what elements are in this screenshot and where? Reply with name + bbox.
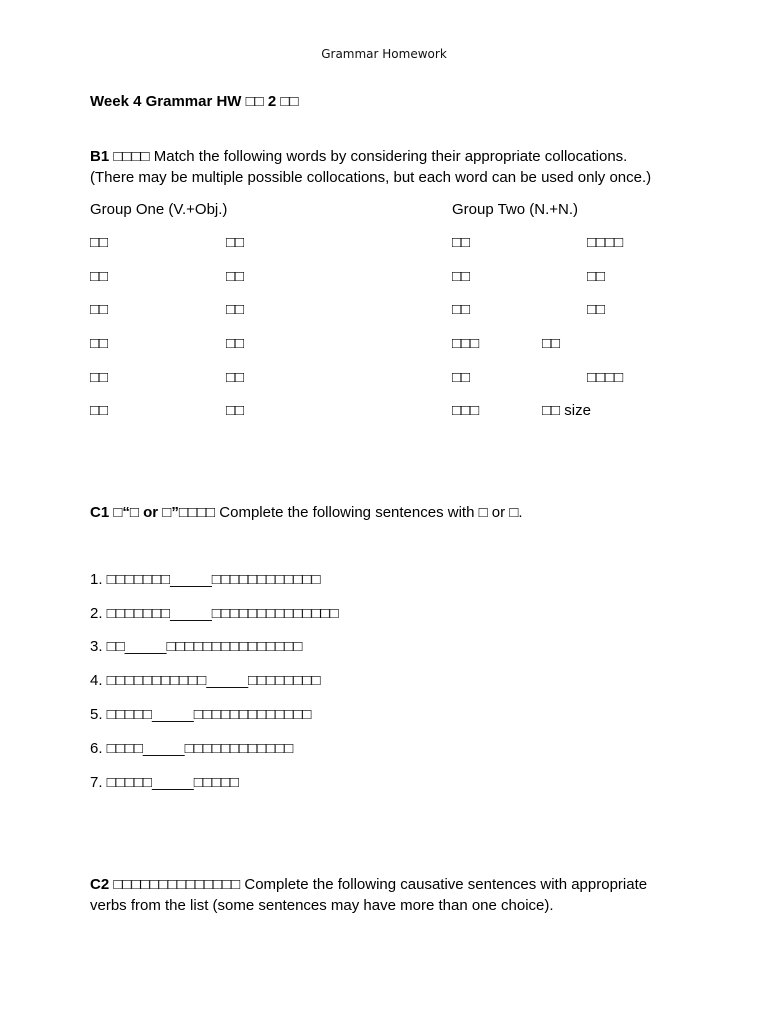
c1-sentence: 1. □□□□□□□_____□□□□□□□□□□□□: [90, 571, 321, 588]
group-two-word: □□: [452, 268, 471, 285]
c1-sentence: 6. □□□□_____□□□□□□□□□□□□: [90, 740, 294, 757]
c2-instruction-line1: Complete the following causative sentences with appropriate: [240, 876, 648, 893]
c1-sentence: 4. □□□□□□□□□□□_____□□□□□□□□: [90, 672, 321, 689]
b1-label: B1 □□□□: [90, 148, 150, 165]
group-two-word: □□□□: [587, 369, 624, 386]
document-title: Week 4 Grammar HW □□ 2 □□: [90, 93, 299, 110]
c2-instruction-line2: verbs from the list (some sentences may have more than one choice).: [90, 897, 554, 914]
page-header: Grammar Homework: [321, 47, 447, 61]
c1-sentence: 2. □□□□□□□_____□□□□□□□□□□□□□□: [90, 605, 339, 622]
c1-label: C1 □“□ or □”□□□□: [90, 504, 216, 521]
b1-instruction-line1: Match the following words by considering their appropriate collocations.: [149, 148, 628, 165]
c1-instruction: Complete the following sentences with □ or □.: [215, 504, 523, 521]
group-one-heading: Group One (V.+Obj.): [90, 201, 228, 218]
group-one-word: □□: [226, 335, 245, 352]
group-two-word: □□: [452, 301, 471, 318]
b1-instruction-line2: (There may be multiple possible collocations, but each word can be used only once.): [90, 169, 652, 186]
group-one-word: □□: [90, 268, 109, 285]
group-one-word: □□: [226, 369, 245, 386]
group-one-word: □□: [90, 369, 109, 386]
c2-instructions: [90, 874, 690, 916]
group-two-word: □□: [452, 369, 471, 386]
group-two-word: □□□: [452, 402, 480, 419]
c1-sentence: 5. □□□□□_____□□□□□□□□□□□□□: [90, 706, 312, 723]
group-one-word: □□: [226, 402, 245, 419]
group-one-word: □□: [226, 301, 245, 318]
group-two-word: □□ size: [542, 402, 591, 419]
group-one-word: □□: [90, 301, 109, 318]
group-two-word: □□: [452, 234, 471, 251]
c2-label: C2 □□□□□□□□□□□□□□: [90, 876, 241, 893]
group-two-heading: Group Two (N.+N.): [452, 201, 579, 218]
group-two-word: □□: [587, 268, 606, 285]
group-one-word: □□: [90, 402, 109, 419]
group-one-word: □□: [226, 268, 245, 285]
group-one-word: □□: [90, 335, 109, 352]
group-two-word: □□□□: [587, 234, 624, 251]
group-one-word: □□: [226, 234, 245, 251]
group-one-word: □□: [90, 234, 109, 251]
group-two-word: □□□: [452, 335, 480, 352]
c1-sentence: 7. □□□□□_____□□□□□: [90, 774, 239, 791]
c1-sentence: 3. □□_____□□□□□□□□□□□□□□□: [90, 638, 303, 655]
c1-instructions: [90, 504, 523, 522]
b1-instructions: [90, 146, 690, 188]
group-two-word: □□: [542, 335, 561, 352]
group-two-word: □□: [587, 301, 606, 318]
